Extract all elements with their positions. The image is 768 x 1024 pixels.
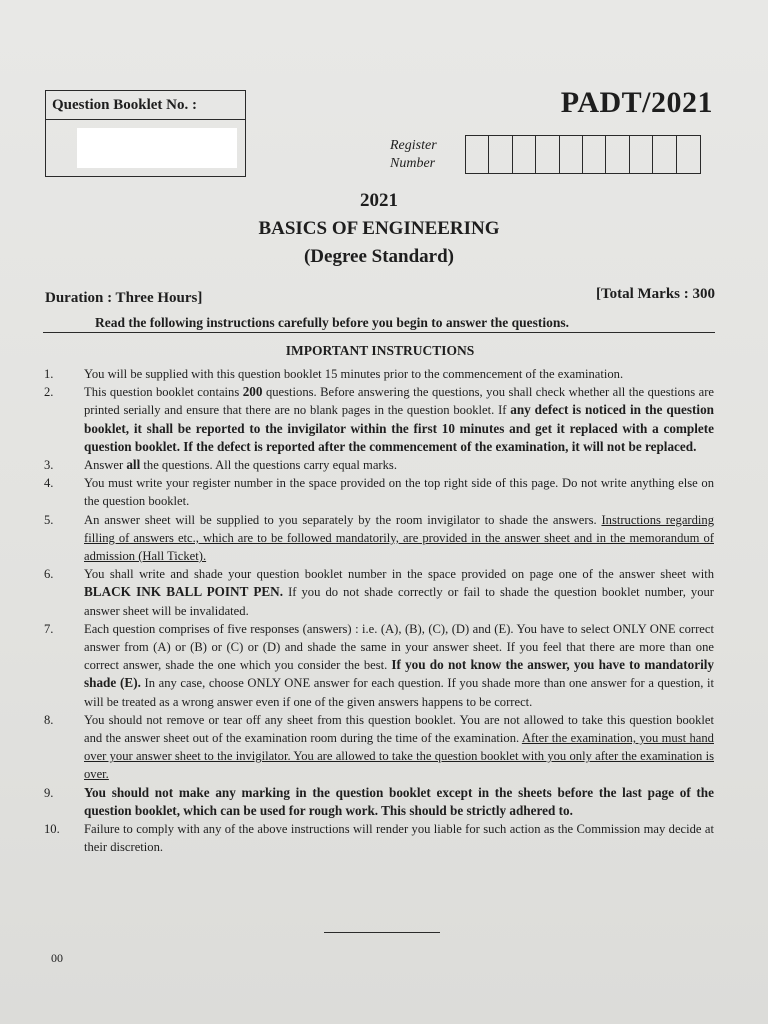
exam-subject: BASICS OF ENGINEERING — [258, 218, 500, 239]
instruction-item — [44, 711, 714, 784]
exam-duration: Duration : Three Hours] — [45, 290, 203, 306]
register-label-line-1: Register — [390, 138, 437, 153]
instruction-text-part: An answer sheet will be supplied to you separately by the room invigilator to shade the answers. — [84, 512, 602, 527]
instruction-item — [44, 511, 714, 566]
instruction-text-bold: any defect is noticed in the question booklet, it shall be reported to the invigilator within the first 10 minutes and get it replaced with a complete question booklet. If the defect is reported after the commencement of the examination, it will not be replaced. — [84, 402, 714, 454]
register-digit-cell — [489, 136, 512, 173]
register-number-grid — [465, 135, 701, 174]
instruction-item — [44, 365, 714, 383]
instruction-text-part: You should not remove or tear off any sheet from this question booklet. You are not allowed to take this question booklet and the answer sheet out of the examination room during the time of the examination. — [84, 712, 714, 746]
instruction-number: 3. — [44, 458, 54, 473]
instruction-text-bold: If you do not know the answer, you have to mandatorily shade (E). — [84, 657, 714, 691]
instruction-list — [44, 365, 714, 856]
instruction-text-underlined: After the examination, you must hand over your answer sheet to the invigilator. You are allowed to take the question booklet with you only after the examination is over. — [84, 731, 714, 782]
instruction-text-part: If you do not shade correctly or fail to shade the question booklet number, your answer sheet will be invalidated. — [84, 585, 714, 618]
register-digit-cell — [536, 136, 559, 173]
booklet-number-label: Question Booklet No. : — [46, 91, 245, 120]
instruction-text: You must write your register number in the space provided on the top right side of this page. Do not write anything else on the question booklet. — [84, 476, 714, 509]
instruction-text-part: Each question comprises of five responses (answers) : i.e. (A), (B), (C), (D) and (E). You have to select ONLY ONE correct answer from (A) or (B) or (C) or (D) and shade the same in your answer sheet. If you feel that there are more than one correct answer, shade the one which you consider the best. — [84, 621, 714, 673]
instruction-text — [84, 383, 714, 456]
paper-code: PADT/2021 — [560, 86, 713, 119]
header-rule — [43, 332, 715, 333]
instruction-text-part: You shall write and shade your question booklet number in the space provided on page one of the answer sheet with — [84, 567, 714, 582]
instruction-number: 10. — [44, 822, 60, 837]
register-digit-cell — [677, 136, 700, 173]
instruction-item — [44, 565, 714, 620]
instruction-text — [84, 620, 714, 711]
register-digit-cell — [466, 136, 489, 173]
instruction-text-part: the questions. All the questions carry equal marks. — [140, 458, 397, 473]
instruction-text-underlined: Instructions regarding filling of answers etc., which are to be followed mandatorily, are provided in the answer sheet and in the memorandum of admission (Hall Ticket). — [84, 512, 714, 564]
instruction-text-part: questions. Before answering the questions, you shall check whether all the questions are printed serially and ensure that there are no blank pages in the question booklet. If — [84, 385, 715, 418]
instruction-text: You will be supplied with this question booklet 15 minutes prior to the commencement of the examination. — [84, 367, 624, 381]
instruction-item — [44, 784, 714, 820]
instruction-number: 2. — [44, 385, 54, 400]
instruction-text-part: Answer — [84, 458, 127, 473]
instruction-item — [44, 620, 714, 711]
instruction-number: 1. — [44, 367, 54, 381]
register-digit-cell — [653, 136, 676, 173]
instruction-item — [44, 474, 714, 510]
page-mark: 00 — [51, 951, 63, 965]
booklet-number-redaction — [77, 128, 237, 168]
instruction-text — [84, 456, 714, 474]
register-digit-cell — [560, 136, 583, 173]
register-digit-cell — [630, 136, 653, 173]
instruction-text-bold: all — [126, 457, 141, 473]
instruction-number: 4. — [44, 476, 54, 491]
register-digit-cell — [606, 136, 629, 173]
booklet-number-box — [45, 90, 246, 177]
instruction-text-bold: BLACK INK BALL POINT PEN. — [84, 584, 284, 600]
exam-year: 2021 — [360, 190, 398, 211]
instruction-item — [44, 820, 714, 856]
instruction-text-part: In any case, choose ONLY ONE answer for each question. If you shade more than one answer for a question, it will be treated as a wrong answer even if one of the given answers happens to be correct. — [84, 676, 714, 709]
instruction-item — [44, 383, 714, 456]
register-digit-cell — [583, 136, 606, 173]
instruction-number: 7. — [44, 621, 54, 636]
instruction-text — [84, 711, 714, 784]
instruction-item — [44, 456, 714, 474]
instruction-number: 9. — [44, 785, 54, 800]
section-heading: IMPORTANT INSTRUCTIONS — [285, 343, 475, 358]
instruction-text: You should not make any marking in the question booklet except in the sheets before the last page of the question booklet, which can be used for rough work. This should be strictly adhered to. — [84, 784, 714, 818]
instruction-text — [84, 511, 714, 566]
exam-standard: (Degree Standard) — [303, 246, 455, 267]
register-label-line-2: Number — [390, 156, 436, 171]
total-marks: [Total Marks : 300 — [595, 286, 715, 302]
instruction-text-part: This question booklet contains — [84, 385, 243, 400]
read-instructions-note: Read the following instructions carefully before you begin to answer the questions. — [95, 315, 570, 330]
register-digit-cell — [513, 136, 536, 173]
instruction-number: 8. — [44, 712, 54, 727]
instruction-text-bold: 200 — [242, 384, 263, 400]
instruction-number: 5. — [44, 512, 54, 527]
instruction-text: Failure to comply with any of the above instructions will render you liable for such action as the Commission may decide at their discretion. — [84, 822, 714, 855]
register-number-label — [390, 137, 437, 173]
instruction-number: 6. — [44, 567, 54, 582]
end-divider — [324, 932, 440, 933]
instruction-text — [84, 565, 714, 620]
